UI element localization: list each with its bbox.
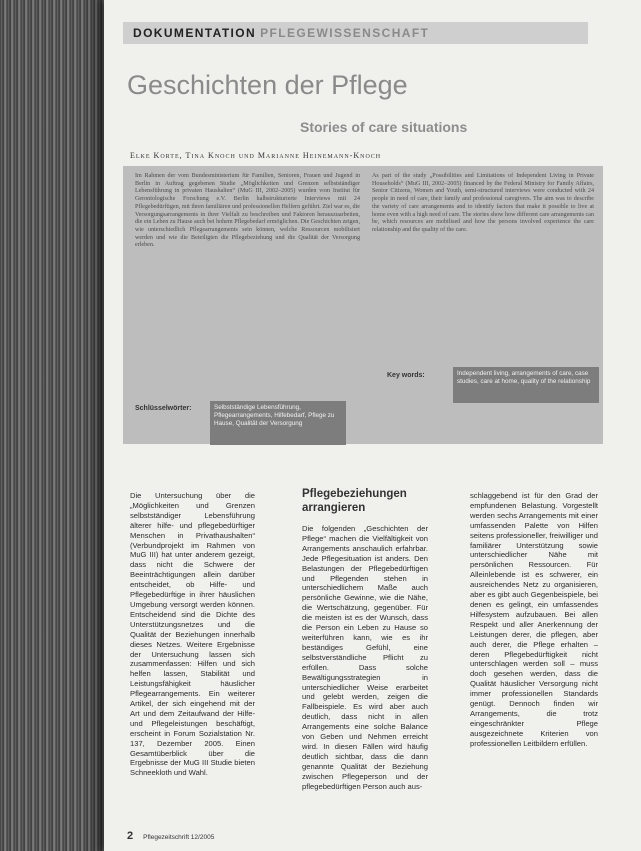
keywords-en-box: Independent living, arrangements of care, case studies, care at home, quality of the relationship — [453, 367, 599, 403]
article-subtitle: Stories of care situations — [300, 119, 468, 135]
article-title: Geschichten der Pflege — [127, 70, 408, 100]
page-footer — [127, 826, 214, 844]
journal-reference: Pflegezeitschrift 12/2005 — [143, 834, 215, 841]
keywords-de-box: Selbstständige Lebensführung, Pflegearrangements, Hilfebedarf, Pflege zu Hause, Qualität der Versorgung — [210, 401, 346, 445]
header-subcategory: PFLEGEWISSENSCHAFT — [260, 26, 430, 40]
book-page-edges — [0, 0, 108, 851]
body-column-1: Die Untersuchung über die „Möglichkeiten und Grenzen selbstständiger Lebensführung älterer hilfe- und pflegebedürftiger Menschen in Privathaushalten“ (Verbundprojekt im Rahmen von MuG III) hat unter anderem gezeigt, dass nicht die Schwere der Beeinträchtigungen allein darüber entscheidet, ob Hilfe- und Pflegebedürftige in ihrer häuslichen Umgebung versorgt werden können. Entscheidend sind die Dichte des Unterstützungsnetzes und die Qualität der Beziehungen innerhalb dieses Netzes. Weitere Ergebnisse der Untersuchung lassen sich zusammenfassen: Hilfen und sich helfen lassen, Stabilität und Leistungsfähigkeit häuslicher Pflegearrangements. Ein weiterer Artikel, der sich eingehend mit der Art und dem Zeitaufwand der Hilfe- und Pflegeleistungen beschäftigt, erscheint in Forum Sozialstation Nr. 137, Dezember 2005. Einen Gesamtüberblick über die Ergebnisse der MuG III Studie bieten Schneekloth und Wahl. — [130, 491, 255, 778]
keywords-de-label: Schlüsselwörter: — [135, 405, 192, 412]
section-header — [123, 22, 588, 44]
body-column-2: Die folgenden „Geschichten der Pflege“ machen die Vielfältigkeit von Arrangements anschaulich erfahrbar. Jede Pflegesituation ist anders. Den Belastungen der Pflegebedürftigen und Pflegenden stehen in unterschiedlichem Maße auch persönliche Gewinne, wie die Nähe, die Wertschätzung, gegenüber. Für die meisten ist es der Wunsch, dass die Person ein Leben zu Hause so weiterführen kann, wie es ihr beständiges Gefühl, eine selbstverständliche Pflicht zu erfüllen. Dass solche Bewältigungsstrategien in unterschiedlicher Weise erarbeitet und gelebt werden, zeigen die Fallbeispiele. Es wird aber auch deutlich, dass nicht in allen Arrangements eine solche Balance von Geben und Nehmen erreicht wird. In diesen Fällen wird häufig deutlich sichtbar, dass die dann genannte Qualität der Beziehung zwischen Pflegeperson und der pflegebedürftigen Person auch aus- — [302, 524, 428, 791]
abstract-english: As part of the study „Possibilities and Limitations of Independent Living in Private Households“ (MuG III, 2002–2005) financed by the Federal Ministry for Family Affairs, Senior Citizens, Women and Youth, semi-structured interviews were conducted with 24 people in need of care, their family and professional caregivers. The aim was to describe the variety of care arrangements and to identify factors that make it possible to live at home even with a high need of care. The stories show how different care arrangements can be, which resources are mobilised and how the persons involved experience the care relationship and the quality of the care. — [372, 173, 594, 233]
article-authors: Elke Korte, Tina Knoch und Marianne Heinemann-Knoch — [130, 151, 382, 160]
body-column-3: schlaggebend ist für den Grad der empfundenen Belastung. Vorgestellt werden sechs Arrangements mit einer umfassenden Palette von Hilfen seitens professioneller, freiwilliger und familiärer Unterstützung sowie unterschiedlicher Nähe mit persönlichen Ressourcen. Für Alleinlebende ist es schwerer, ein ausreichendes Netz zu organisieren, aber es gibt auch Gegenbeispiele, bei denen es gelingt, ein umfassendes Hilfesystem aufzubauen. Bei allen Respekt und aller Anerkennung der Leistungen derer, die pflegen, aber auch derer, die Pflege erhalten – deren Pflegebedürftigkeit nicht unterschlagen werden soll – muss doch gesehen werden, dass die Qualität häuslicher Versorgung nicht immer professionellen Standards genügt. Dennoch finden wir Arrangements, die trotz eingeschränkter Pflege ausgezeichnete Kriterien von professionellen Leitbildern erfüllen. — [470, 491, 598, 748]
keywords-en-label: Key words: — [387, 372, 425, 379]
header-category: DOKUMENTATION — [133, 26, 257, 40]
section-heading: Pflegebeziehungen arrangieren — [302, 488, 407, 514]
page-number: 2 — [127, 830, 134, 842]
abstract-german: Im Rahmen der vom Bundesministerium für Familien, Senioren, Frauen und Jugend in Berlin in Auftrag gegebenen Studie „Möglichkeiten und Grenzen selbstständiger Lebensführung in privaten Haushalten“ (MuG III, 2002–2005) wurden vom Institut für Gerontologische Forschung e.V. Berlin halbstrukturierte Interviews mit 24 Pflegebedürftigen, mit ihren familiären und professionellen Helfern geführt. Ziel war es, die Versorgungsarrangements in ihrer Vielfalt zu beschreiben und Faktoren herauszuarbeiten, die ein Leben zu Hause auch bei hohem Pflegebedarf ermöglichen. Die Geschichten zeigen, wie unterschiedlich Pflegearrangements sein können, welche Ressourcen mobilisiert werden und wie die Beteiligten die Pflegebeziehung und die Qualität der Versorgung erleben. — [135, 173, 360, 249]
